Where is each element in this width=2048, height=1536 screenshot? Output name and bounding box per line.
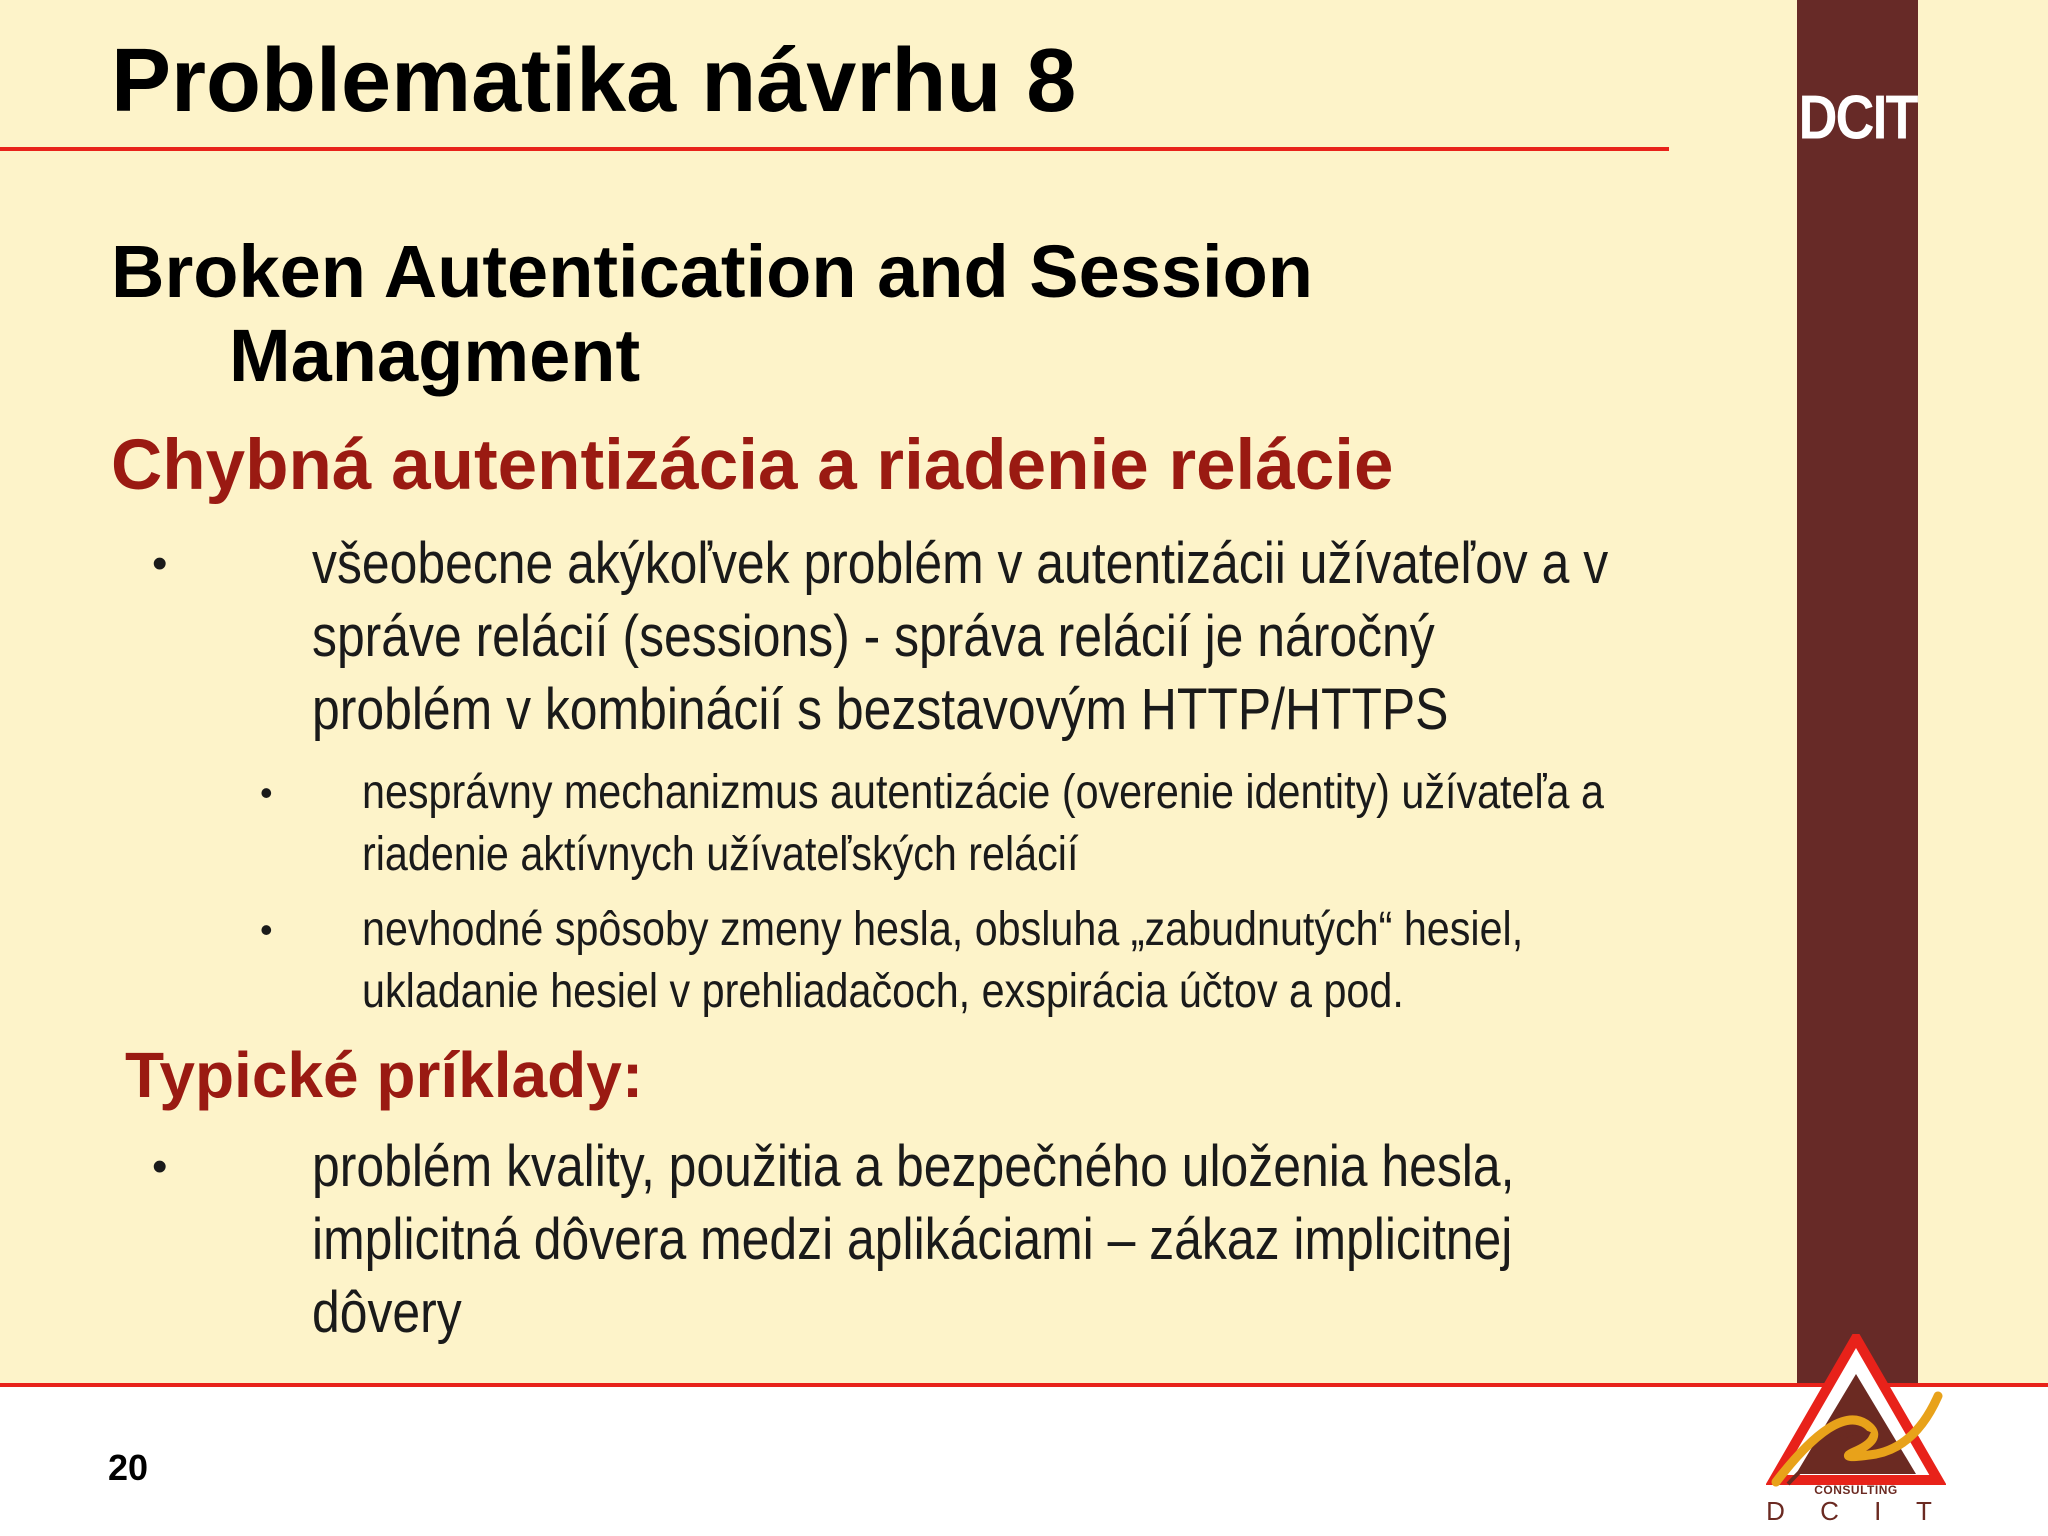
sub-bullet-item [260,762,1812,886]
bullet-dot: • [152,539,168,588]
slide-title: Problematika návrhu 8 [111,31,1077,131]
dcit-consulting-logo-icon [1766,1334,1946,1524]
heading-english [111,230,1313,398]
heading-english-line1: Broken Autentication and Session [111,230,1313,313]
bullet-dot: • [260,909,273,950]
heading-english-line2: Managment [229,314,641,397]
logo-small-text: CONSULTING [1814,1483,1898,1497]
logo-letters: D C I T [1766,1496,1946,1524]
bullet-dot: • [152,1142,168,1191]
bullet-dot: • [260,772,273,813]
footer-divider [0,1383,2048,1387]
heading-slovak: Chybná autentizácia a riadenie relácie [111,426,1394,505]
sub-bullet-text: nesprávny mechanizmus autentizácie (overenie identity) užívateľa a riadenie aktívnych užívateľských relácií [362,766,1604,881]
bullet-item [152,527,1842,746]
example-bullet-text: problém kvality, použitia a bezpečného uloženia hesla, implicitná dôvera medzi aplikáciami – zákaz implicitnej dôvery [312,1134,1515,1345]
title-divider [0,147,1669,151]
bullet-text: všeobecne akýkoľvek problém v autentizácii užívateľov a v správe relácií (sessions) - správa relácií je náročný problém v kombinácií s bezstavovým HTTP/HTTPS [312,531,1609,742]
example-bullet-item [152,1130,1842,1349]
page-number: 20 [108,1447,149,1488]
sub-bullet-item [260,899,1812,1023]
sub-bullet-text: nevhodné spôsoby zmeny hesla, obsluha „zabudnutých“ hesiel, ukladanie hesiel v prehliadačoch, exspirácia účtov a pod. [362,903,1524,1018]
brand-sidebar-text: DCIT [1798,83,1917,153]
examples-heading: Typické príklady: [125,1039,644,1111]
